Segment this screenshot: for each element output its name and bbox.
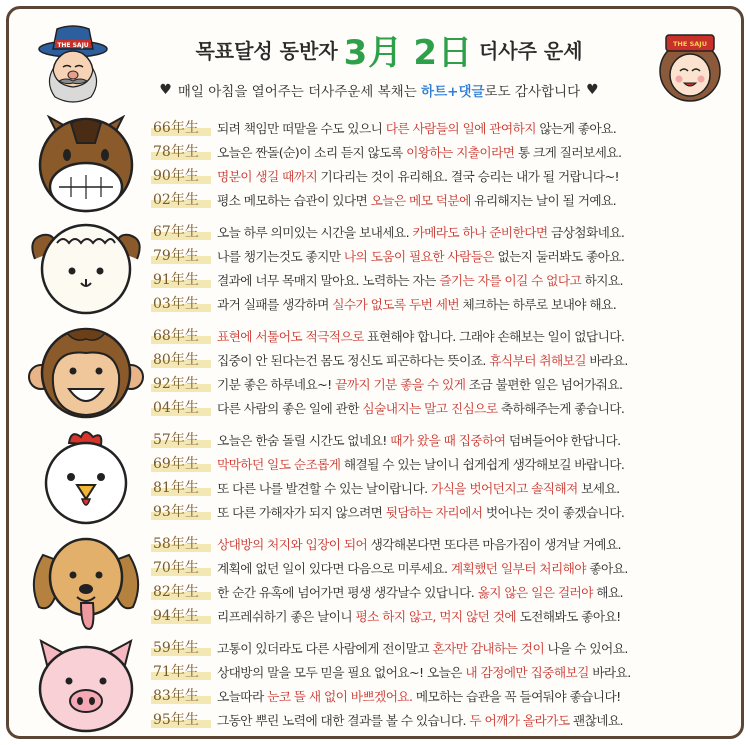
birth-year-label: 78年生 [151, 141, 211, 161]
fortune-line [151, 475, 739, 499]
fortune-text: 과거 실패를 생각하며 [217, 296, 333, 312]
highlighted-text: 내 감정에만 집중해보길 [465, 664, 589, 680]
fortune-card [6, 6, 744, 739]
fortune-line [151, 427, 739, 451]
fortune-text: 벗어나는 것이 좋겠습니다. [482, 504, 625, 520]
fortune-text: 좋아요. [585, 560, 628, 576]
fortune-text: 바라요. [588, 664, 631, 680]
fortune-text: 또 다른 나를 발견할 수 있는 날이랍니다. [217, 480, 431, 496]
birth-year-label: 81年生 [151, 477, 211, 497]
fortune-text: 한 순간 유혹에 넘어가면 평생 생각날수 있답니다. [217, 584, 478, 600]
fortune-text: 계획에 없던 일이 있다면 다음으로 미루세요. [217, 560, 451, 576]
fortune-line [151, 555, 739, 579]
fortune-text: 오늘따라 [217, 688, 268, 704]
fortune-lines [151, 219, 739, 315]
fortune-line [151, 347, 739, 371]
zodiac-section-monkey [9, 321, 741, 425]
dog-icon [27, 531, 145, 631]
fortune-line [151, 603, 739, 627]
rooster-icon [27, 427, 145, 527]
fortune-text: 해결될 수 있는 날이니 쉽게쉽게 생각해보길 바랍니다. [340, 456, 625, 472]
fortune-line [151, 115, 739, 139]
highlighted-text: 즐기는 자를 이길 수 없다고 [439, 272, 582, 288]
fortune-text: 바라요. [585, 352, 628, 368]
fortune-text: 그동안 뿌린 노력에 대한 결과를 볼 수 있습니다. [217, 712, 470, 728]
birth-year-label: 67年生 [151, 221, 211, 241]
zodiac-section-pig [9, 633, 741, 737]
fortune-text: 도전해봐도 좋아요! [516, 608, 621, 624]
highlighted-text: 심술내지는 말고 진심으로 [362, 400, 498, 416]
zodiac-section-sheep [9, 217, 741, 321]
fortune-text: 상대방의 말을 모두 믿을 필요 없어요~! 오늘은 [217, 664, 466, 680]
subtitle-accent: 하트+댓글 [421, 84, 485, 100]
birth-year-label: 93年生 [151, 501, 211, 521]
title-date [344, 25, 473, 74]
subtitle [109, 79, 649, 101]
fortune-text: 고통이 있더라도 다른 사람에게 전이말고 [217, 640, 433, 656]
highlighted-text: 실수가 없도록 두번 세번 [332, 296, 460, 312]
fortune-line [151, 499, 739, 523]
grandpa-avatar-icon [33, 23, 113, 107]
birth-year-label: 80年生 [151, 349, 211, 369]
highlighted-text: 뒷담하는 자리에서 [385, 504, 483, 520]
fortune-line [151, 371, 739, 395]
fortune-text: 나를 챙기는것도 좋지만 [217, 248, 344, 264]
fortune-text: 표현해야 합니다. 그래야 손해보는 일이 없답니다. [363, 328, 625, 344]
highlighted-text: 휴식부터 취해보길 [489, 352, 586, 368]
fortune-text: 리프레쉬하기 좋은 날이니 [217, 608, 356, 624]
zodiac-section-rooster [9, 425, 741, 529]
birth-year-label: 02年生 [151, 189, 211, 209]
title-month: 3月 [343, 32, 404, 73]
highlighted-text: 끝까지 기분 좋을 수 있게 [335, 376, 466, 392]
fortune-line [151, 659, 739, 683]
birth-year-label: 82年生 [151, 581, 211, 601]
birth-year-label: 68年生 [151, 325, 211, 345]
fortune-line [151, 139, 739, 163]
fortune-text: 기분 좋은 하루네요~! [217, 376, 336, 392]
birth-year-label: 83年生 [151, 685, 211, 705]
birth-year-label: 95年生 [151, 709, 211, 729]
fortune-line [151, 267, 739, 291]
horse-icon [27, 115, 145, 215]
highlighted-text: 가식을 벗어던지고 솔직해져 [430, 480, 578, 496]
highlighted-text: 옳지 않은 일은 걸러야 [477, 584, 593, 600]
highlighted-text: 혼자만 감내하는 것이 [432, 640, 545, 656]
fortune-text: 덤벼들어야 한답니다. [505, 432, 621, 448]
fortune-text: 오늘은 한숨 돌릴 시간도 없네요! [217, 432, 391, 448]
zodiac-section-horse [9, 113, 741, 217]
page-title [129, 27, 649, 71]
birth-year-label: 91年生 [151, 269, 211, 289]
fortune-text: 보세요. [577, 480, 620, 496]
fortune-lines [151, 635, 739, 731]
birth-year-label: 58年生 [151, 533, 211, 553]
fortune-text: 메모하는 습관을 꼭 들여둬야 좋습니다! [412, 688, 621, 704]
birth-year-label: 57年生 [151, 429, 211, 449]
title-prefix: 목표달성 동반자 [195, 38, 338, 63]
fortune-line [151, 451, 739, 475]
fortune-text: 오늘은 짠돌(순)이 소리 듣지 않도록 [217, 144, 407, 160]
highlighted-text: 오늘은 메모 덕분에 [370, 192, 471, 208]
fortune-text: 금상첨화네요. [547, 224, 625, 240]
fortune-line [151, 531, 739, 555]
heart-icon: ♥ [159, 82, 172, 98]
birth-year-label: 04年生 [151, 397, 211, 417]
highlighted-text: 계획했던 일부터 처리해야 [450, 560, 586, 576]
highlighted-text: 때가 왔을 때 집중하여 [390, 432, 506, 448]
sheep-icon [27, 219, 145, 319]
fortune-text: 없는지 둘러봐도 좋아요. [494, 248, 625, 264]
title-suffix: 더사주 운세 [478, 38, 583, 63]
fortune-line [151, 163, 739, 187]
birth-year-label: 79年生 [151, 245, 211, 265]
header [9, 9, 741, 109]
hat-label: THE SAJU [673, 40, 707, 48]
fortune-lines [151, 427, 739, 523]
pig-icon [27, 635, 145, 735]
fortune-line [151, 323, 739, 347]
highlighted-text: 두 어깨가 올라가도 [469, 712, 570, 728]
fortune-text: 체크하는 하루로 보내야 해요. [459, 296, 617, 312]
fortune-line [151, 219, 739, 243]
fortune-text: 나을 수 있어요. [544, 640, 628, 656]
heart-icon: ♥ [586, 82, 599, 98]
birth-year-label: 71年生 [151, 661, 211, 681]
highlighted-text: 눈코 뜰 새 없이 바쁘겠어요. [267, 688, 413, 704]
fortune-lines [151, 323, 739, 419]
fortune-text: 결과에 너무 목매지 말아요. 노력하는 자는 [217, 272, 440, 288]
fortune-text: 또 다른 가해자가 되지 않으려면 [217, 504, 386, 520]
fortune-text: 기다리는 것이 유리해요. 결국 승리는 내가 될 거랍니다~! [317, 168, 619, 184]
birth-year-label: 59年生 [151, 637, 211, 657]
fortune-text: 다른 사람의 좋은 일에 관한 [217, 400, 363, 416]
fortune-lines [151, 115, 739, 211]
subtitle-main: 매일 아침을 열어주는 더사주운세 복채는 [177, 84, 417, 100]
fortune-line [151, 395, 739, 419]
fortune-text: 괜찮네요. [569, 712, 623, 728]
zodiac-section-dog [9, 529, 741, 633]
fortune-lines [151, 531, 739, 627]
highlighted-text: 다른 사람들의 일에 관여하지 [385, 120, 536, 136]
fortune-line [151, 683, 739, 707]
fortune-text: 해요. [592, 584, 623, 600]
birth-year-label: 69年生 [151, 453, 211, 473]
highlighted-text: 평소 하지 않고, 먹지 않던 것에 [355, 608, 517, 624]
fortune-text: 통 크게 질러보세요. [514, 144, 622, 160]
fortune-line [151, 187, 739, 211]
fortune-line [151, 243, 739, 267]
highlighted-text: 명분이 생길 때까지 [217, 168, 318, 184]
title-day: 2日 [413, 32, 473, 73]
birth-year-label: 03年生 [151, 293, 211, 313]
birth-year-label: 66年生 [151, 117, 211, 137]
highlighted-text: 표현에 서툴어도 적극적으로 [217, 328, 364, 344]
highlighted-text: 이왕하는 지출이라면 [406, 144, 515, 160]
birth-year-label: 90年生 [151, 165, 211, 185]
fortune-text: 되려 책임만 떠맡을 수도 있으니 [217, 120, 386, 136]
fortune-line [151, 635, 739, 659]
fortune-line [151, 291, 739, 315]
fortune-line [151, 579, 739, 603]
highlighted-text: 상대방의 처지와 입장이 되어 [217, 536, 368, 552]
fortune-text: 않는게 좋아요. [535, 120, 617, 136]
fortune-text: 축하해주는게 좋습니다. [497, 400, 625, 416]
fortune-text: 유리해지는 날이 될 거예요. [470, 192, 617, 208]
fortune-text: 오늘 하루 의미있는 시간을 보내세요. [217, 224, 413, 240]
highlighted-text: 나의 도움이 필요한 사람들은 [343, 248, 495, 264]
hat-label: THE SAJU [57, 42, 89, 49]
fortune-text: 집중이 안 된다는건 몸도 정신도 피곤하다는 뜻이죠. [217, 352, 490, 368]
fortune-text: 평소 메모하는 습관이 있다면 [217, 192, 371, 208]
grandma-avatar-icon [654, 27, 726, 105]
fortune-line [151, 707, 739, 731]
birth-year-label: 92年生 [151, 373, 211, 393]
fortune-text: 조금 불편한 일은 넘어가줘요. [465, 376, 623, 392]
monkey-icon [27, 323, 145, 423]
subtitle-end: 로도 감사합니다 [484, 84, 581, 100]
fortune-text: 하지요. [581, 272, 623, 288]
fortune-text: 생각해본다면 또다른 마음가짐이 생겨날 거예요. [367, 536, 621, 552]
birth-year-label: 94年生 [151, 605, 211, 625]
highlighted-text: 막막하던 일도 순조롭게 [217, 456, 341, 472]
birth-year-label: 70年生 [151, 557, 211, 577]
highlighted-text: 카메라도 하나 준비한다면 [412, 224, 548, 240]
